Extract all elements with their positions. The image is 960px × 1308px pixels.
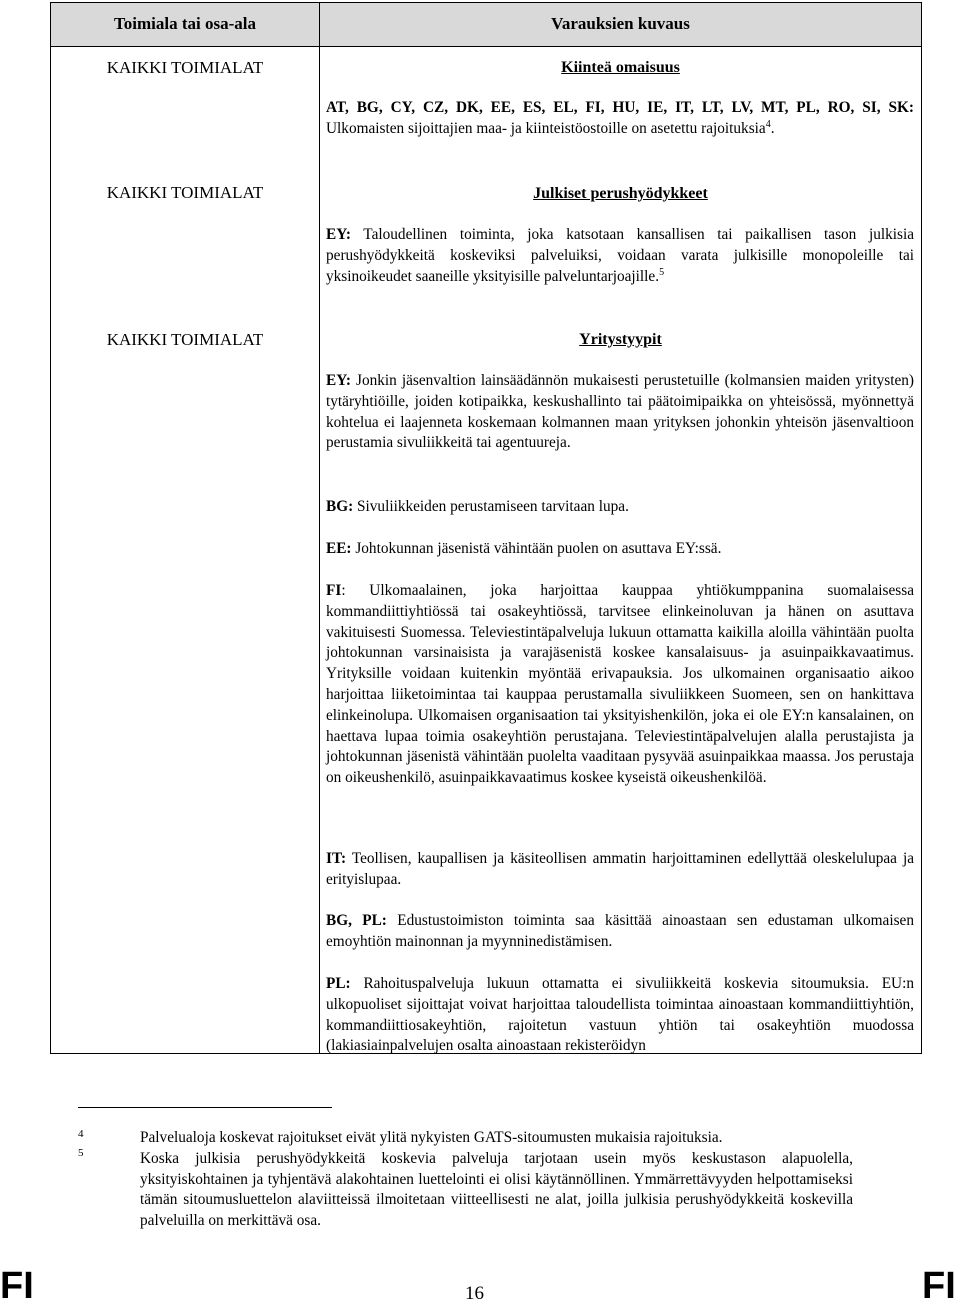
table-header-row (51, 3, 921, 47)
para-ey (326, 371, 914, 454)
footnote-separator (78, 1107, 332, 1108)
para-lead: IT: (326, 850, 347, 867)
para-bg (326, 497, 914, 518)
para-lead: AT, BG, CY, CZ, DK, EE, ES, EL, FI, HU, IE, IT, LT, LV, MT, PL, RO, SI, SK: (326, 99, 914, 116)
header-description: Varauksien kuvaus (551, 14, 690, 33)
para-text: Rahoituspalveluja lukuun ottamatta ei sivuliikkeitä koskevia sitoumuksia. EU:n ulkopuoliset sijoittajat voivat harjoittaa taloudellista toimintaa ainoastaan kommandiittiyhtiön, kommandiittiosakeyhtiön, rajoitetun vastuun yhtiön tai osakeyhtiön muodossa (lakiasiainpalvelujen osalta ainoastaan rekisteröidyn (326, 975, 914, 1055)
reservations-table (50, 2, 922, 1054)
row-sector-public-utilities: KAIKKI TOIMIALAT (106, 183, 264, 202)
para-pl (326, 974, 914, 1057)
row-sector-company-types: KAIKKI TOIMIALAT (106, 330, 264, 349)
footnote-text: Palvelualoja koskevat rajoitukset eivät ylitä nykyisten GATS-sitoumusten mukaisia rajoituksia. (140, 1129, 723, 1146)
column-divider (319, 3, 320, 1053)
footnote-number: 5 (78, 1147, 84, 1159)
para-lead: BG, PL: (326, 912, 387, 929)
para-text: Taloudellinen toiminta, joka katsotaan kansallisen tai paikallisen tason julkisia perushyödykkeitä koskeviksi palveluiksi, voidaan varata julkisille monopoleille tai yksinoikeudet saaneille yksityisille palveluntarjoajille. (326, 226, 914, 285)
footnote-number: 4 (78, 1128, 84, 1140)
header-sector: Toimiala tai osa-ala (114, 14, 256, 33)
heading-company-types: Yritystyypit (579, 331, 662, 348)
footer-language-left: FI (0, 1265, 34, 1307)
para-fi (326, 581, 914, 789)
para-tail: . (770, 119, 775, 137)
para-lead: EY: (326, 226, 351, 243)
page-number: 16 (465, 1283, 484, 1304)
para-ee (326, 539, 914, 560)
footer-language-right: FI (922, 1265, 956, 1307)
para-lead: EY: (326, 372, 351, 389)
footnote-text: Koska julkisia perushyödykkeitä koskevia palveluja tarjotaan usein myös keskustason alapuolella, yksityiskohtainen ja tyhjentävä alakohtainen luettelointi ei olisi käytännöllinen. Ymmärrettävyyden helpottamiseksi tämän sitoumusluettelon alaviitteissä ilmoitetaan viitteellisesti ne alat, joilla julkisia perushyödykkeitä koskevilla palveluilla on merkittävä osa. (140, 1150, 853, 1229)
heading-real-estate: Kiinteä omaisuus (561, 59, 680, 76)
para-lead: BG: (326, 498, 354, 515)
footnote-ref: 4 (765, 118, 771, 130)
heading-public-utilities: Julkiset perushyödykkeet (533, 185, 708, 202)
para-text: : Ulkomaalainen, joka harjoittaa kauppaa yhtiökumppanina suomalaisessa kommandiittiyhtiössä tai osakeyhtiössä, tarvitsee elinkeinoluvan ja hänen on asuttava vakituisesti Suomessa. Televiestintäpalveluja lukuun ottamatta kaikilla aloilla vähintään puolta johtokunnan varsinaisista ja varajäsenistä koskee kansalaisuus- ja asuinpaikkavaatimus. Yrityksille voidaan kuitenkin myöntää erivapauksia. Jos ulkomainen organisaatio aikoo harjoittaa liiketoimintaa tai kauppaa perustamalla sivuliikkeen Suomeen, sen on hankittava elinkeinolupa. Ulkomaisen organisaation tai yksityishenkilön, joka ei ole EY:n kansalainen, on haettava lupaa toimia osakeyhtiön perustajana. Televiestintäpalvelujen alalla perustajista ja johtokunnan jäsenistä vähintään puolelta vaaditaan pysyvää asuinpaikkaa maassa. Jos perustaja on oikeushenkilö, asuinpaikkavaatimus koskee kyseistä oikeushenkilöä. (326, 582, 914, 787)
para-text: Sivuliikkeiden perustamiseen tarvitaan lupa. (353, 498, 629, 515)
para-bg-pl (326, 911, 914, 953)
para-text: Jonkin jäsenvaltion lainsäädännön mukaisesti perustetuille (kolmansien maiden yritysten) tytäryhtiöille, joiden kotipaikka, keskushallinto tai päätoimipaikka on yhteisössä, myönnettyä kohtelua ei laajenneta koskemaan kolmannen maan yrityksen johonkin yhteisön jäsenvaltioon perustamia sivuliikkeitä tai agentuureja. (326, 372, 914, 452)
para-lead: EE: (326, 540, 352, 557)
para-text: Ulkomaisten sijoittajien maa- ja kiinteistöostoille on asetettu rajoituksia (326, 119, 766, 137)
para-text: Johtokunnan jäsenistä vähintään puolen on asuttava EY:ssä. (351, 540, 722, 557)
row-sector-real-estate: KAIKKI TOIMIALAT (106, 58, 264, 77)
para-text: Edustustoimiston toiminta saa käsittää ainoastaan sen edustaman ulkomaisen emoyhtiön mainonnan ja myynninedistämisen. (326, 912, 914, 950)
para-it (326, 849, 914, 891)
para-lead: PL: (326, 975, 351, 992)
para-lead: FI (326, 582, 342, 599)
para-public-utilities (326, 225, 914, 287)
para-text: Teollisen, kaupallisen ja käsiteollisen ammatin harjoittaminen edellyttää oleskelulupaa ja erityislupaa. (326, 850, 914, 888)
para-real-estate (326, 98, 914, 140)
footnote-ref: 5 (659, 266, 665, 278)
